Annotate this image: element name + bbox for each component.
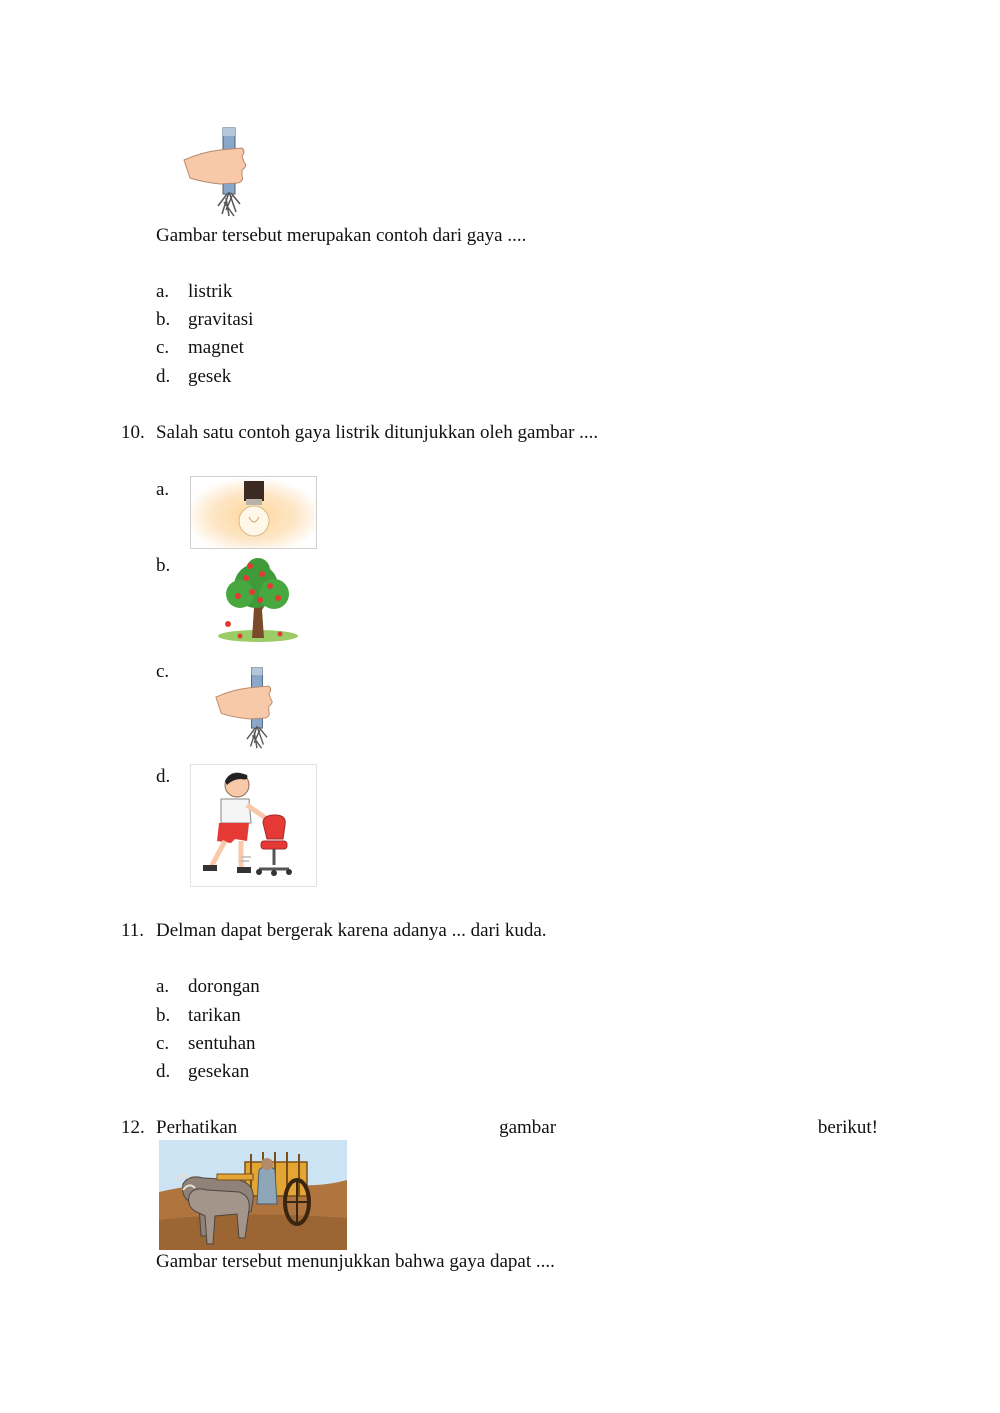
q9-option-a-letter: a. xyxy=(156,281,170,302)
q10-option-a-letter: a. xyxy=(156,479,170,500)
q10-question-text: Salah satu contoh gaya listrik ditunjukkan oleh gambar .... xyxy=(156,422,599,443)
q10-option-c-letter: c. xyxy=(156,661,170,682)
q9-option-a-text: listrik xyxy=(188,281,233,302)
q11-option-a-letter: a. xyxy=(156,976,170,997)
apple-tree-icon xyxy=(210,556,302,644)
q9-option-b-letter: b. xyxy=(156,309,171,330)
q11-option-c-letter: c. xyxy=(156,1033,170,1054)
q10-option-d-letter: d. xyxy=(156,766,171,787)
magnet-hand-nails-icon xyxy=(182,126,252,218)
q12-word-2: gambar xyxy=(499,1117,557,1138)
q12-word-3: berikut! xyxy=(817,1117,878,1138)
q11-option-b-text: tarikan xyxy=(188,1005,241,1026)
boy-pushing-chair-icon xyxy=(191,765,316,886)
q10-option-a-image xyxy=(190,476,317,549)
q12-caption: Gambar tersebut menunjukkan bahwa gaya dapat .... xyxy=(156,1251,555,1272)
q11-option-a-text: dorongan xyxy=(188,976,260,997)
q9-option-c-text: magnet xyxy=(188,337,244,358)
q12-question-text xyxy=(156,1117,878,1139)
magnet-hand-nails-icon xyxy=(214,662,278,754)
q12-ox-cart-image xyxy=(159,1140,347,1250)
q12-word-1: Perhatikan xyxy=(156,1117,238,1138)
q11-option-c-text: sentuhan xyxy=(188,1033,256,1054)
q9-option-d-text: gesek xyxy=(188,366,232,387)
q10-option-b-image xyxy=(210,556,302,644)
q11-question-text: Delman dapat bergerak karena adanya ... dari kuda. xyxy=(156,920,547,941)
q12-number: 12. xyxy=(121,1117,145,1138)
q10-option-b-letter: b. xyxy=(156,555,171,576)
light-bulb-icon xyxy=(191,477,316,548)
q10-option-d-image xyxy=(190,764,317,887)
q11-option-b-letter: b. xyxy=(156,1005,171,1026)
q9-magnet-image xyxy=(182,126,252,218)
q10-option-c-image xyxy=(214,662,278,754)
q10-number: 10. xyxy=(121,422,145,443)
ox-cart-icon xyxy=(159,1140,347,1250)
q9-caption: Gambar tersebut merupakan contoh dari gaya .... xyxy=(156,225,527,246)
q9-option-c-letter: c. xyxy=(156,337,170,358)
q9-option-b-text: gravitasi xyxy=(188,309,254,330)
q11-option-d-text: gesekan xyxy=(188,1061,250,1082)
q11-number: 11. xyxy=(121,920,145,941)
q11-option-d-letter: d. xyxy=(156,1061,171,1082)
q9-option-d-letter: d. xyxy=(156,366,171,387)
